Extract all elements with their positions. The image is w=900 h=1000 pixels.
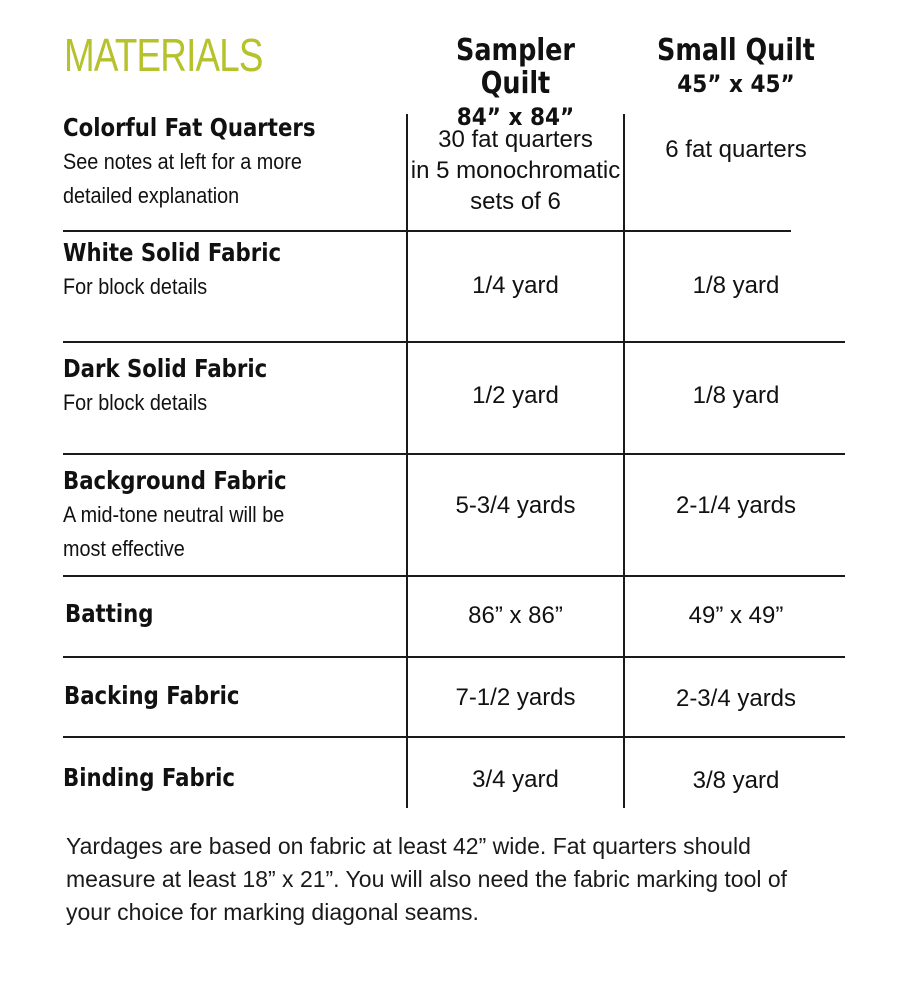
row-divider [63, 230, 791, 232]
column-header-small-quilt [625, 34, 847, 97]
small-quantity: 3/8 yard [692, 767, 780, 794]
column-name: Sampler Quilt [455, 33, 575, 101]
small-quantity: 49” x 49” [688, 602, 784, 629]
sampler-quantity: 30 fat quarters in 5 monochromatic sets of 6 [410, 126, 621, 215]
material-note: A mid-tone neutral will be most effective [63, 501, 285, 561]
column-dimensions: 45” x 45” [677, 70, 795, 98]
table-row-label [63, 112, 403, 213]
table-row-label [63, 237, 403, 304]
small-quantity: 1/8 yard [692, 272, 780, 299]
table-row-label [65, 598, 405, 631]
table-row-label [64, 680, 404, 713]
material-name: Batting [65, 599, 154, 628]
sampler-quantity: 1/2 yard [472, 382, 559, 409]
material-name: Colorful Fat Quarters [63, 113, 316, 142]
sampler-quantity: 3/4 yard [472, 766, 559, 793]
column-name: Small Quilt [656, 33, 815, 68]
small-quantity: 2-3/4 yards [675, 685, 797, 712]
row-divider [63, 341, 845, 343]
sampler-quantity: 5-3/4 yards [455, 492, 576, 519]
row-divider [63, 575, 845, 577]
material-name: White Solid Fabric [63, 238, 282, 267]
sampler-quantity: 86” x 86” [468, 602, 563, 629]
material-note: For block details [63, 389, 208, 415]
sampler-quantity: 7-1/2 yards [455, 684, 576, 711]
table-row-label [63, 465, 403, 566]
material-note: For block details [63, 273, 208, 299]
column-dimensions: 84” x 84” [456, 103, 575, 131]
table-row-label [63, 762, 403, 795]
material-name: Background Fabric [63, 466, 287, 495]
small-quantity: 2-1/4 yards [675, 492, 797, 519]
column-header-sampler-quilt [408, 34, 623, 130]
row-divider [63, 736, 845, 738]
material-name: Dark Solid Fabric [63, 354, 268, 383]
row-divider [63, 656, 845, 658]
material-name: Backing Fabric [64, 681, 240, 710]
footnote: Yardages are based on fabric at least 42” wide. Fat quarters should measure at least 18” x 21”. You will also need the fabric marking tool of your choice for marking diagonal seams. [66, 833, 788, 925]
material-name: Binding Fabric [63, 763, 236, 792]
page-title: MATERIALS [64, 29, 263, 81]
sampler-quantity: 1/4 yard [472, 272, 559, 299]
small-quantity: 1/8 yard [692, 382, 780, 409]
small-quantity: 6 fat quarters [665, 136, 807, 163]
row-divider [63, 453, 845, 455]
table-row-label [63, 353, 403, 420]
material-note: See notes at left for a more detailed explanation [63, 148, 302, 208]
